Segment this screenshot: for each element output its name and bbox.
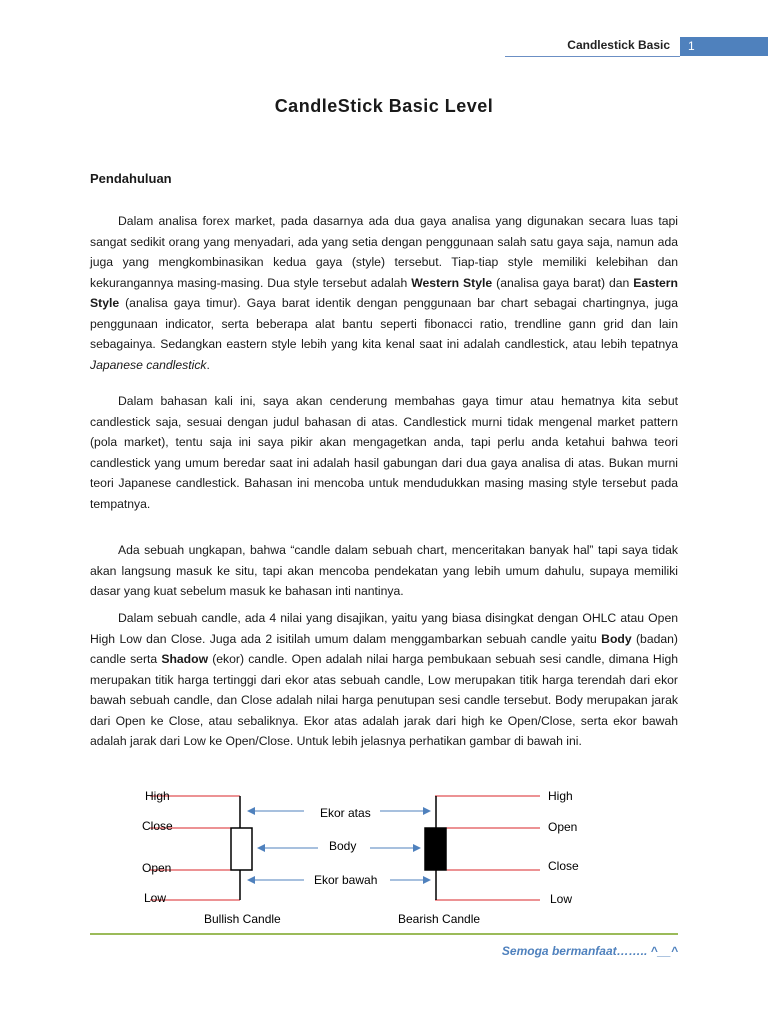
bearish-low-label: Low: [550, 892, 573, 906]
footer-text: Semoga bermanfaat…….. ^__^: [501, 944, 678, 958]
bullish-low-label: Low: [144, 891, 167, 905]
footer-rule: [90, 933, 678, 935]
bearish-candle: [398, 789, 579, 926]
bearish-body: [425, 828, 446, 870]
bullish-close-label: Close: [142, 819, 173, 833]
document-title: CandleStick Basic Level: [274, 96, 494, 116]
body-label: Body: [329, 839, 357, 853]
paragraph-expression: Ada sebuah ungkapan, bahwa “candle dalam sebuah chart, menceritakan banyak hal” tapi saya tidak akan langsung masuk ke situ, tapi akan mencoba pendekatan yang lebih umum dahulu, supaya memiliki dasar yang kuat sebelum masuk ke bahasan inti nantinya.: [90, 543, 678, 598]
bullish-candle: [142, 789, 281, 926]
center-annotations: [248, 806, 430, 887]
bullish-high-label: High: [145, 789, 170, 803]
bullish-open-label: Open: [142, 861, 172, 875]
header-rule: [505, 56, 680, 57]
upper-shadow-label: Ekor atas: [320, 806, 371, 820]
paragraph-ohlc: Dalam sebuah candle, ada 4 nilai yang disajikan, yaitu yang biasa disingkat dengan OHLC atau Open High Low dan Close. Juga ada 2 isitilah umum dalam menggambarkan sebuah candle yaitu Body (badan) candle serta Shadow (ekor) candle. Open adalah nilai harga pembukaan sebuah sesi candle, dimana High merupakan titik harga tertinggi dari ekor atas sebuah candle, Low merupakan titik harga terendah dari ekor bawah sebuah candle, dan Close adalah nilai harga penutupan sesi candle tersebut. Body merupakan jarak dari Open ke Close, atau sebaliknya. Ekor atas adalah jarak dari high ke Open/Close, serta ekor bawah adalah jarak dari Low ke Open/Close. Untuk lebih jelasnya perhatikan gambar di bawah ini.: [90, 611, 678, 748]
header-title: Candlestick Basic: [567, 38, 670, 52]
bearish-close-label: Close: [548, 859, 579, 873]
lower-shadow-label: Ekor bawah: [314, 873, 378, 887]
section-heading: Pendahuluan: [90, 171, 172, 186]
bearish-caption: Bearish Candle: [398, 912, 481, 926]
paragraph-intro: Dalam analisa forex market, pada dasarnya ada dua gaya analisa yang digunakan secara luas tapi sangat sedikit orang yang menyadari, ada yang setia dengan penggunaan salah satu gaya saja, namun ada juga yang mengkombinasikan kedua gaya (style) tersebut. Tiap-tiap style memiliki kelebihan dan kekurangannya masing-masing. Dua style tersebut adalah Western Style (analisa gaya barat) dan Eastern Style (analisa gaya timur). Gaya barat identik dengan penggunaan bar chart sebagai chartingnya, juga penggunaan indicator, serta beberapa alat bantu seperti fibonacci ratio, trendline gann grid dan lain sebagainya. Sedangkan eastern style lebih yang kita kenal saat ini adalah candlestick, atau lebih tepatnya Japanese candlestick.: [90, 214, 678, 372]
bullish-caption: Bullish Candle: [204, 912, 281, 926]
paragraph-candlestick: Dalam bahasan kali ini, saya akan cenderung membahas gaya timur atau hematnya kita sebut candlestick saja, sesuai dengan judul bahasan di atas. Candlestick murni tidak mengenal market pattern (pola market), tentu saja ini saya pikir akan mengagetkan anda, tapi perlu anda ketahui bahwa teori candlestick yang umum beredar saat ini adalah hasil gabungan dari dua gaya analisa di atas. Bukan murni teori Japanese candlestick. Bahasan ini mencoba untuk mendudukkan masing masing style tersebut pada tempatnya.: [90, 394, 678, 511]
bearish-high-label: High: [548, 789, 573, 803]
bearish-open-label: Open: [548, 820, 578, 834]
bullish-body: [231, 828, 252, 870]
page-number-badge: 1: [680, 37, 768, 56]
candle-diagram: [90, 780, 678, 930]
